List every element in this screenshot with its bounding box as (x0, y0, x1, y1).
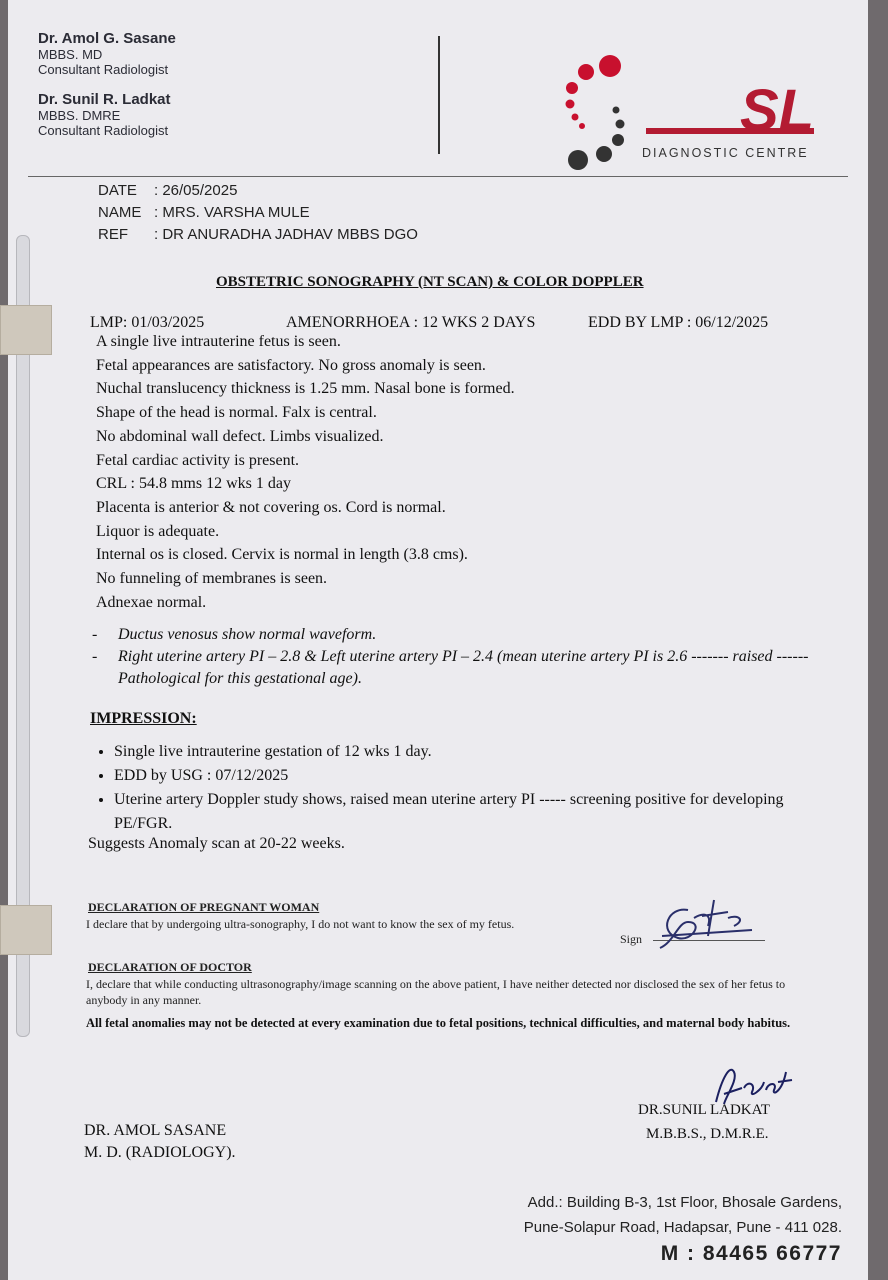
report-title: OBSTETRIC SONOGRAPHY (NT SCAN) & COLOR DOPPLER (216, 274, 644, 290)
dots-logo-icon (558, 50, 648, 170)
date-value: : 26/05/2025 (154, 182, 238, 199)
doppler-text: Ductus venosus show normal waveform. (118, 626, 377, 643)
patient-signature-icon (648, 892, 758, 956)
impression-title: IMPRESSION: (90, 710, 197, 727)
signatory-right-degree: M.B.B.S., D.M.R.E. (646, 1126, 769, 1142)
finding-line: No funneling of membranes is seen. (96, 570, 328, 588)
mobile-number: M : 84465 66777 (660, 1242, 842, 1265)
finding-line: Nuchal translucency thickness is 1.25 mm. Nasal bone is formed. (96, 380, 515, 398)
impression-item: • Uterine artery Doppler study shows, raised mean uterine artery PI ----- screening positive for developing PE/FGR. (114, 788, 830, 836)
ref-value: : DR ANURADHA JADHAV MBBS DGO (154, 226, 418, 243)
binder-clamp-bottom (0, 905, 52, 955)
declaration-woman-title: DECLARATION OF PREGNANT WOMAN (88, 900, 320, 914)
signatory-left-degree: M. D. (RADIOLOGY). (84, 1144, 236, 1161)
impression-item: • EDD by USG : 07/12/2025 (114, 764, 830, 788)
logo-tagline: DIAGNOSTIC CENTRE (642, 146, 809, 160)
header-divider (438, 36, 440, 154)
finding-line: Liquor is adequate. (96, 522, 220, 540)
finding-line: Fetal appearances are satisfactory. No gross anomaly is seen. (96, 356, 486, 374)
name-label: NAME (98, 204, 142, 221)
signatory-left-name: DR. AMOL SASANE (84, 1122, 227, 1139)
impression-list (90, 740, 830, 836)
finding-line: Fetal cardiac activity is present. (96, 451, 300, 469)
finding-line: Shape of the head is normal. Falx is central. (96, 404, 377, 422)
finding-line: A single live intrauterine fetus is seen. (96, 333, 341, 350)
header-rule (28, 176, 848, 177)
finding-line: No abdominal wall defect. Limbs visualized. (96, 427, 384, 445)
doctor-2-degree: MBBS. DMRE (38, 108, 121, 123)
binder-clamp-top (0, 305, 52, 355)
edd-by-lmp: EDD BY LMP : 06/12/2025 (588, 314, 769, 331)
signatory-right (638, 1098, 770, 1146)
signatory-left (84, 1120, 236, 1164)
anomaly-disclaimer: All fetal anomalies may not be detected at every examination due to fetal positions, technical difficulties, and maternal body habitus. (86, 1016, 791, 1030)
doctor-1-role: Consultant Radiologist (38, 62, 169, 77)
doppler-item (92, 624, 812, 646)
sl-logo (558, 50, 838, 170)
finding-line: Placenta is anterior & not covering os. Cord is normal. (96, 498, 446, 516)
address-line-1: Add.: Building B-3, 1st Floor, Bhosale Gardens, (527, 1194, 842, 1211)
doctor-2 (38, 91, 176, 138)
sign-label: Sign (620, 932, 643, 946)
ref-row (98, 224, 418, 246)
impression-item: • Single live intrauterine gestation of 12 wks 1 day. (114, 740, 830, 764)
doctors-header (38, 30, 176, 138)
doctor-2-name: Dr. Sunil R. Ladkat (38, 91, 171, 108)
name-value: : MRS. VARSHA MULE (154, 204, 310, 221)
dash-marker: - (92, 626, 98, 643)
findings-list (96, 330, 515, 614)
suggestion: Suggests Anomaly scan at 20-22 weeks. (88, 835, 345, 852)
finding-line: Adnexae normal. (96, 593, 207, 611)
patient-details (98, 180, 418, 246)
report-page (8, 0, 868, 1280)
binder-clip (0, 215, 40, 1035)
declaration-woman-text: I declare that by undergoing ultra-sonography, I do not want to know the sex of my fetus. (86, 917, 515, 931)
ref-label: REF (98, 226, 128, 243)
dash-marker: - (92, 648, 98, 665)
doctor-1 (38, 30, 176, 77)
address-line-2: Pune-Solapur Road, Hadapsar, Pune - 411 028. (523, 1219, 842, 1236)
declaration-doctor-title: DECLARATION OF DOCTOR (88, 960, 252, 974)
doctor-1-name: Dr. Amol G. Sasane (38, 30, 176, 47)
doctor-2-role: Consultant Radiologist (38, 123, 169, 138)
date-label: DATE (98, 182, 137, 199)
logo-mark: SL (740, 78, 815, 143)
date-row (98, 180, 418, 202)
name-row (98, 202, 418, 224)
signatory-right-name: DR.SUNIL LADKAT (638, 1102, 770, 1118)
amenorrhoea: AMENORRHOEA : 12 WKS 2 DAYS (286, 314, 536, 331)
finding-line: CRL : 54.8 mms 12 wks 1 day (96, 475, 291, 493)
declaration-doctor-text: I, declare that while conducting ultrasonography/image scanning on the above patient, I have neither detected nor disclosed the sex of her fetus to anybody in any manner. (86, 977, 786, 1007)
footer-address (524, 1190, 842, 1266)
lmp: LMP: 01/03/2025 (90, 314, 205, 331)
doctor-1-degree: MBBS. MD (38, 47, 103, 62)
doppler-item (92, 646, 812, 690)
doppler-text: Right uterine artery PI – 2.8 & Left uterine artery PI – 2.4 (mean uterine artery PI is 2.6 ------- raised ------Pathological for this gestational age). (118, 648, 809, 687)
finding-line: Internal os is closed. Cervix is normal in length (3.8 cms). (96, 546, 468, 564)
